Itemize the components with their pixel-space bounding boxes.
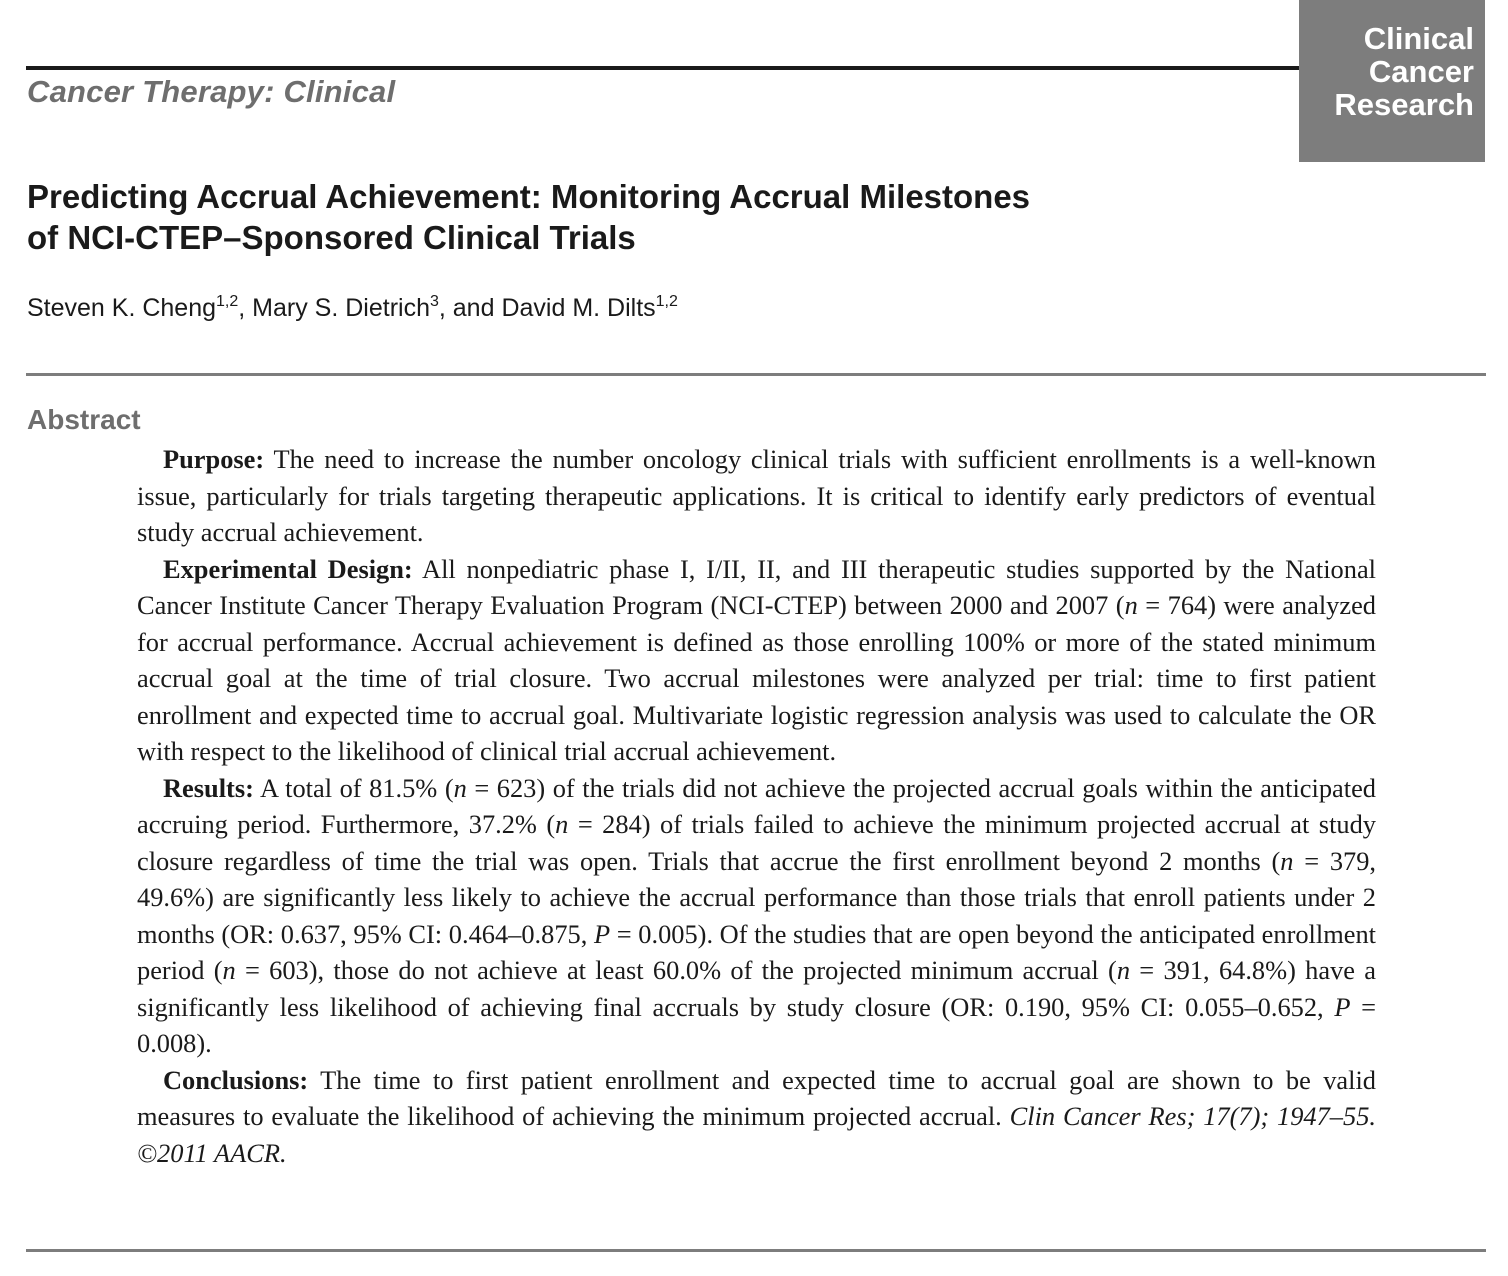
author-name: Steven K. Cheng xyxy=(27,294,217,322)
author-affiliation: 3 xyxy=(429,293,439,310)
journal-logo xyxy=(1299,0,1485,162)
author-affiliation: 1,2 xyxy=(216,293,239,310)
article-title xyxy=(27,176,1227,258)
header-rule xyxy=(26,66,1300,70)
journal-logo-line: Clinical xyxy=(1363,21,1474,56)
journal-logo-line: Cancer xyxy=(1368,54,1474,89)
rich-text: The need to increase the number oncology clinical trials with sufficient enrollments is a well-known issue, particularly for trials targeting therapeutic applications. It is critical to identify early predictors of eventual study accrual achievement. xyxy=(137,444,1377,547)
abstract-body xyxy=(137,441,1376,1171)
journal-logo-line: Research xyxy=(1334,87,1474,122)
rich-text: The time to first patient enrollment and expected time to accrual goal are shown to be valid measures to evaluate the likelihood of achieving the minimum projected accrual. xyxy=(137,1064,1376,1131)
author-separator: , xyxy=(238,294,253,322)
section-label-conclusions: Conclusions: xyxy=(163,1064,309,1095)
article-title-line: of NCI-CTEP–Sponsored Clinical Trials xyxy=(27,219,636,256)
author-separator: , and xyxy=(438,294,502,322)
section-label-results: Results: xyxy=(163,772,254,803)
article-title-line: Predicting Accrual Achievement: Monitoring Accrual Milestones xyxy=(27,178,1031,215)
citation: Clin Cancer Res; 17(7); 1947–55. ©2011 AACR. xyxy=(137,1101,1376,1168)
section-label-design: Experimental Design: xyxy=(163,553,413,584)
abstract-design xyxy=(137,551,1376,770)
author-list xyxy=(27,294,678,323)
section-divider xyxy=(26,373,1486,376)
author-affiliation: 1,2 xyxy=(655,293,678,310)
author-name: Mary S. Dietrich xyxy=(252,294,430,322)
rich-text: A total of 81.5% (n = 623) of the trials did not achieve the projected accrual goals within the anticipated accruing period. Furthermore, 37.2% (n = 284) of trials failed to achieve the minimum projected accrual at study closure regardless of time the trial was open. Trials that accrue the first enrollment beyond 2 months (n = 379, 49.6%) are significantly less likely to achieve the accrual performance than those trials that enroll patients under 2 months (OR: 0.637, 95% CI: 0.464–0.875, P = 0.005). Of the studies that are open beyond the anticipated enrollment period (n = 603), those do not achieve at least 60.0% of the projected minimum accrual (n = 391, 64.8%) have a significantly less likelihood of achieving final accruals by study closure (OR: 0.190, 95% CI: 0.055–0.652, P = 0.008). xyxy=(137,772,1377,1058)
section-label: Cancer Therapy: Clinical xyxy=(27,74,396,109)
rich-text: All nonpediatric phase I, I/II, II, and III therapeutic studies supported by the National Cancer Institute Cancer Therapy Evaluation Program (NCI-CTEP) between 2000 and 2007 (n = 764) were analyzed for accrual performance. Accrual achievement is defined as those enrolling 100% or more of the stated minimum accrual goal at the time of trial closure. Two accrual milestones were analyzed per trial: time to first patient enrollment and expected time to accrual goal. Multivariate logistic regression analysis was used to calculate the OR with respect to the likelihood of clinical trial accrual achievement. xyxy=(137,553,1376,766)
abstract-purpose xyxy=(137,441,1376,551)
section-label-purpose: Purpose: xyxy=(163,444,265,474)
author-name: David M. Dilts xyxy=(501,294,656,322)
abstract-heading: Abstract xyxy=(27,404,141,435)
abstract-results xyxy=(137,770,1376,1062)
bottom-rule xyxy=(26,1249,1486,1252)
abstract-conclusions xyxy=(137,1062,1376,1172)
